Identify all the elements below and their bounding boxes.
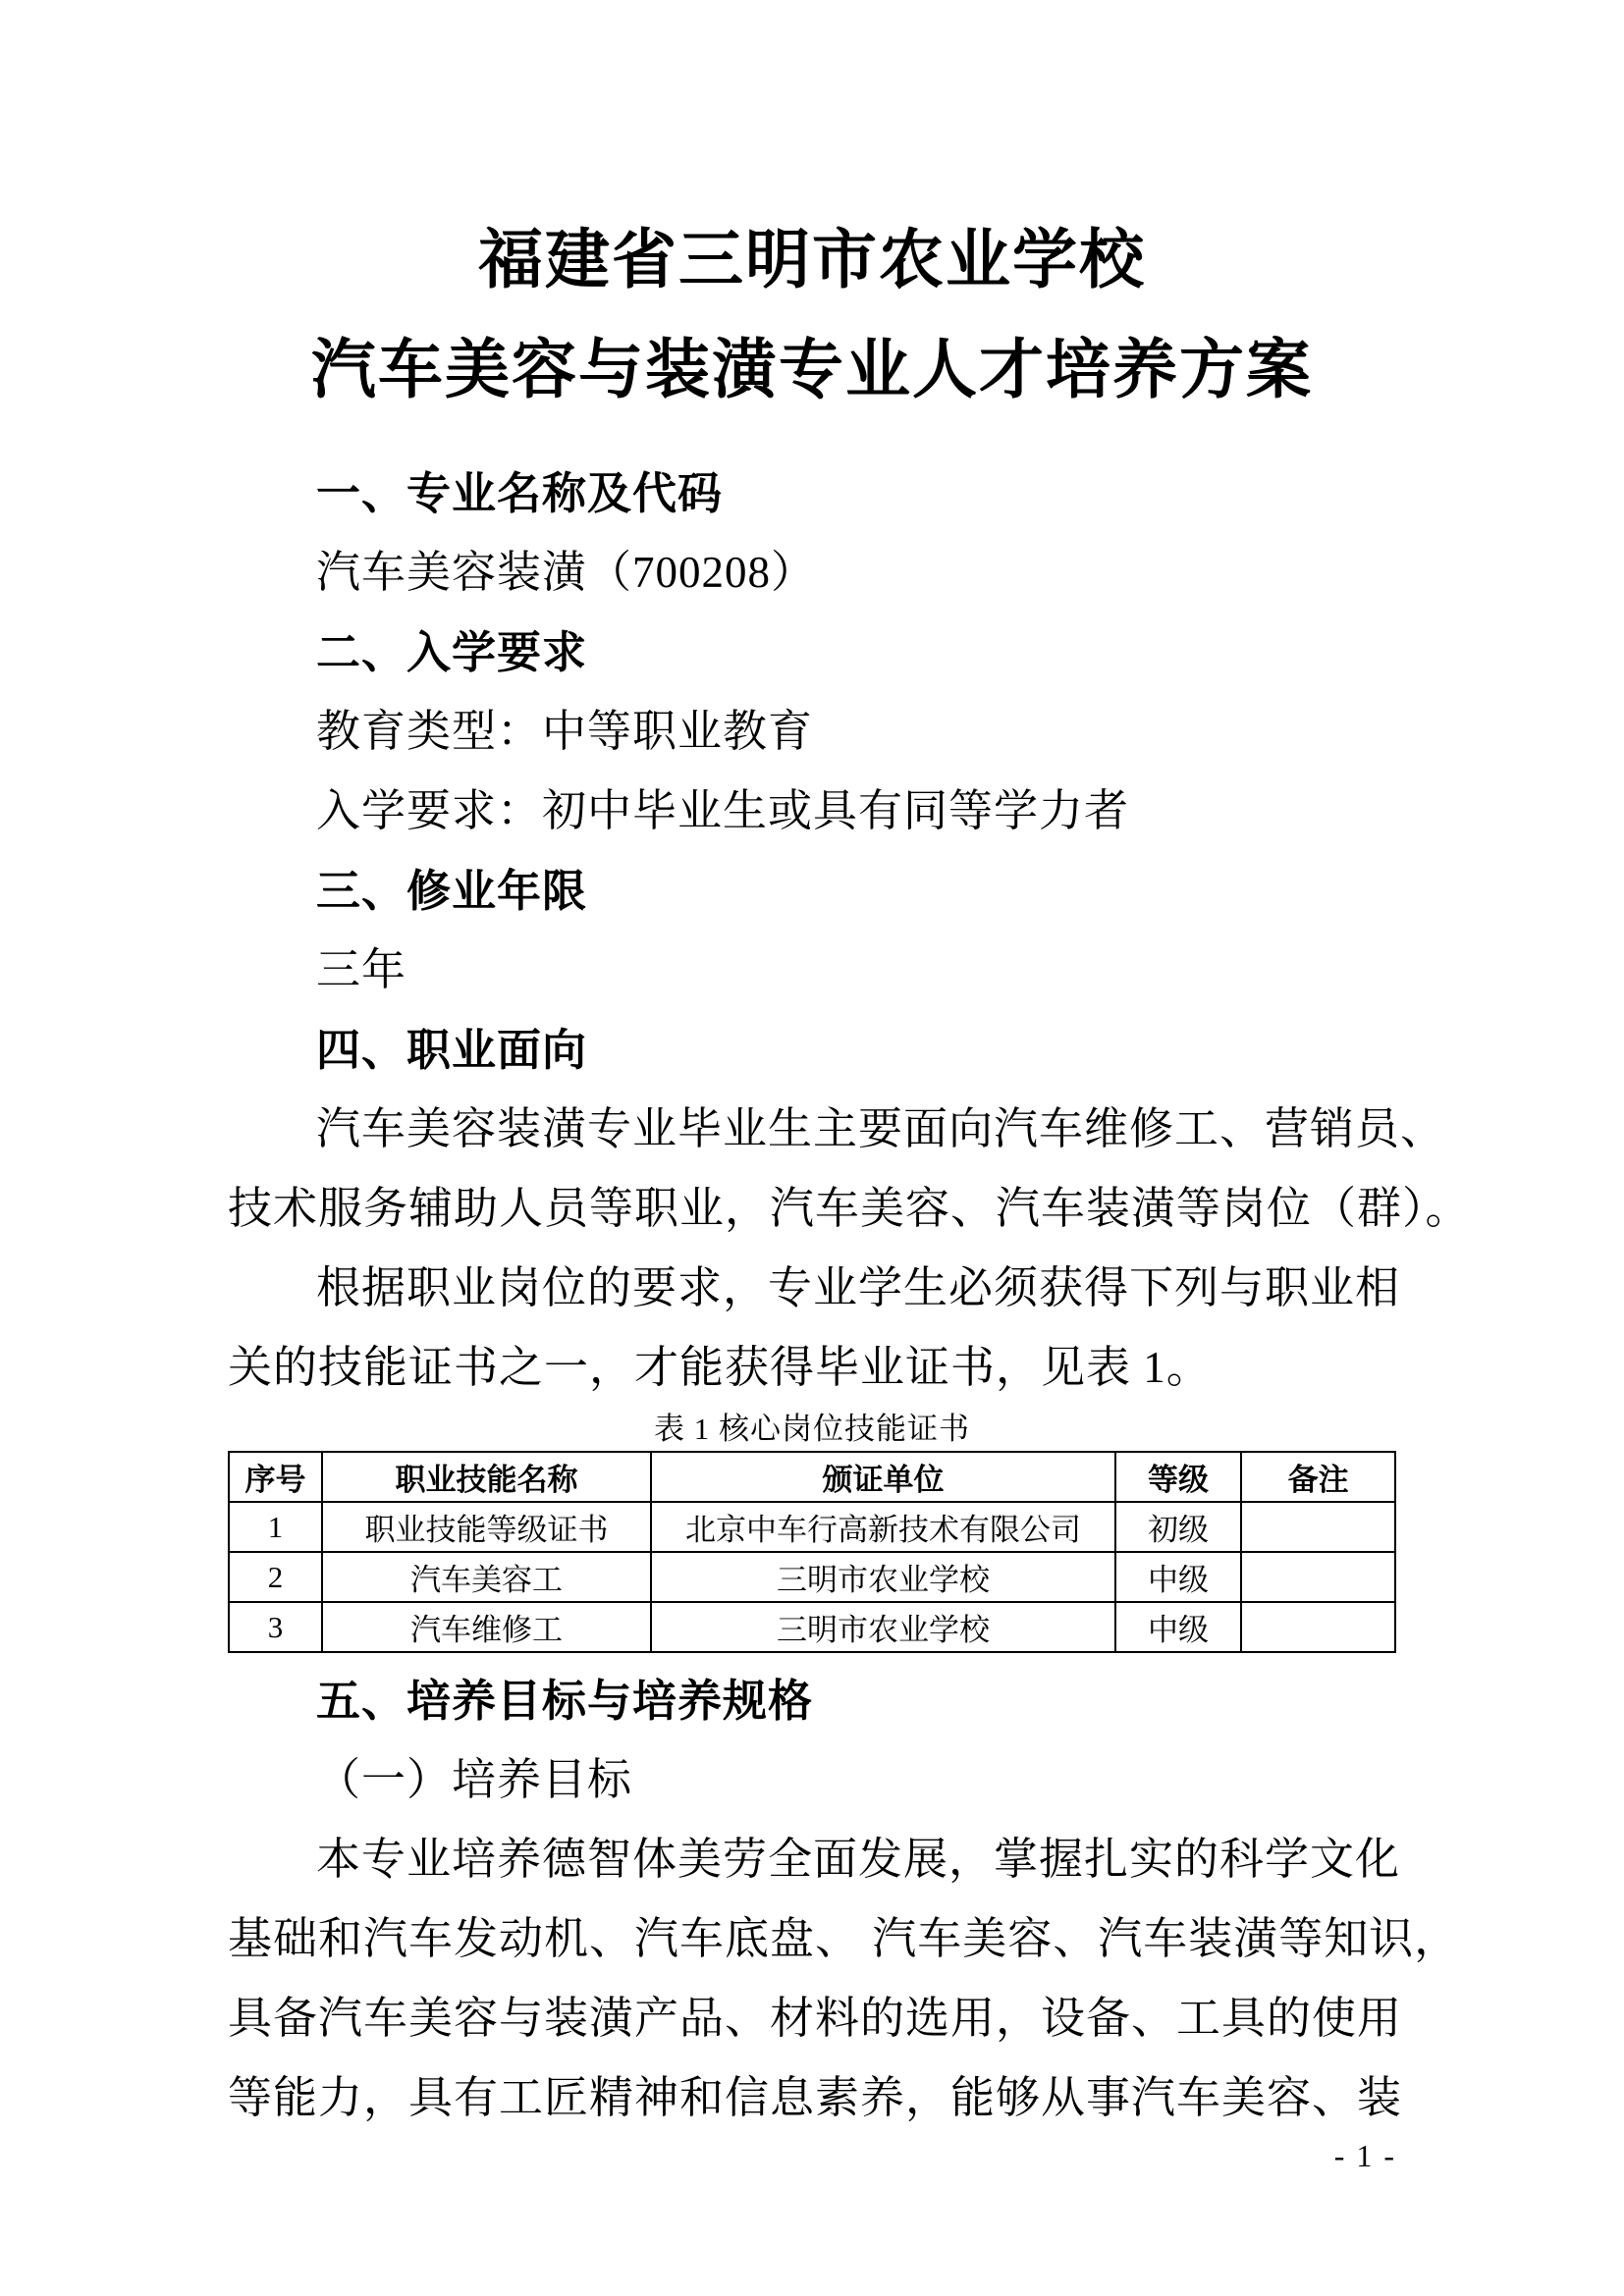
table-cell-issuer: 三明市农业学校 — [651, 1602, 1115, 1652]
table-cell-level: 初级 — [1115, 1502, 1241, 1552]
section-1-text: 汽车美容装潢（700208） — [316, 548, 817, 597]
table-cell-index: 2 — [229, 1552, 322, 1602]
table-header-index: 序号 — [229, 1452, 322, 1502]
table-header-remarks: 备注 — [1241, 1452, 1395, 1502]
document-body — [228, 454, 1471, 2138]
table-cell-level: 中级 — [1115, 1602, 1241, 1652]
section-heading-1: 一、专业名称及代码 — [316, 468, 724, 518]
section-5-paragraph-1-line-2: 基础和汽车发动机、汽车底盘、 汽车美容、汽车装潢等知识， — [228, 1914, 1460, 1963]
page-number: - 1 - — [1333, 2138, 1396, 2173]
table-row — [229, 1552, 1395, 1602]
section-4-paragraph-1-line-1: 汽车美容装潢专业毕业生主要面向汽车维修工、营销员、 — [316, 1104, 1446, 1153]
section-heading-5: 五、培养目标与培养规格 — [316, 1676, 814, 1726]
section-2-line-2: 入学要求：初中毕业生或具有同等学力者 — [316, 786, 1130, 835]
table-cell-issuer: 三明市农业学校 — [651, 1552, 1115, 1602]
section-heading-3: 三、修业年限 — [316, 866, 588, 916]
section-5-paragraph-1-line-4: 等能力，具有工匠精神和信息素养，能够从事汽车美容、装 — [228, 2073, 1403, 2122]
document-title-line-2: 汽车美容与装潢专业人才培养方案 — [311, 333, 1313, 405]
table-cell-remarks — [1241, 1602, 1395, 1652]
table-header-row — [229, 1452, 1395, 1502]
table-cell-skill-name: 职业技能等级证书 — [322, 1502, 651, 1552]
table-row — [229, 1602, 1395, 1652]
section-3-text: 三年 — [316, 945, 407, 994]
table-cell-skill-name: 汽车维修工 — [322, 1602, 651, 1652]
table-header-issuer: 颁证单位 — [651, 1452, 1115, 1502]
table-cell-issuer: 北京中车行高新技术有限公司 — [651, 1502, 1115, 1552]
section-heading-2: 二、入学要求 — [316, 627, 588, 677]
page-content — [228, 0, 1471, 2138]
section-4-paragraph-2-line-1: 根据职业岗位的要求，专业学生必须获得下列与职业相 — [316, 1263, 1401, 1312]
table-cell-index: 1 — [229, 1502, 322, 1552]
table-cell-skill-name: 汽车美容工 — [322, 1552, 651, 1602]
section-4-paragraph-1-line-2: 技术服务辅助人员等职业，汽车美容、汽车装潢等岗位（群）。 — [228, 1184, 1471, 1233]
section-heading-4: 四、职业面向 — [316, 1025, 588, 1075]
table-cell-remarks — [1241, 1552, 1395, 1602]
document-title-line-1: 福建省三明市农业学校 — [478, 223, 1146, 295]
table-caption: 表 1 核心岗位技能证书 — [654, 1412, 970, 1446]
section-5-subheading: （一）培养目标 — [316, 1755, 633, 1804]
table-header-skill-name: 职业技能名称 — [322, 1452, 651, 1502]
skills-certificate-table — [228, 1451, 1396, 1653]
table-cell-index: 3 — [229, 1602, 322, 1652]
section-5-paragraph-1-line-3: 具备汽车美容与装潢产品、材料的选用，设备、工具的使用 — [228, 1994, 1403, 2043]
section-2-line-1: 教育类型：中等职业教育 — [316, 707, 814, 756]
table-row — [229, 1502, 1395, 1552]
table-header-level: 等级 — [1115, 1452, 1241, 1502]
section-4-paragraph-2-line-2: 关的技能证书之一，才能获得毕业证书，见表 1。 — [228, 1343, 1212, 1392]
section-5-paragraph-1-line-1: 本专业培养德智体美劳全面发展，掌握扎实的科学文化 — [316, 1835, 1401, 1884]
document-title — [228, 204, 1396, 424]
table-cell-level: 中级 — [1115, 1552, 1241, 1602]
table-cell-remarks — [1241, 1502, 1395, 1552]
